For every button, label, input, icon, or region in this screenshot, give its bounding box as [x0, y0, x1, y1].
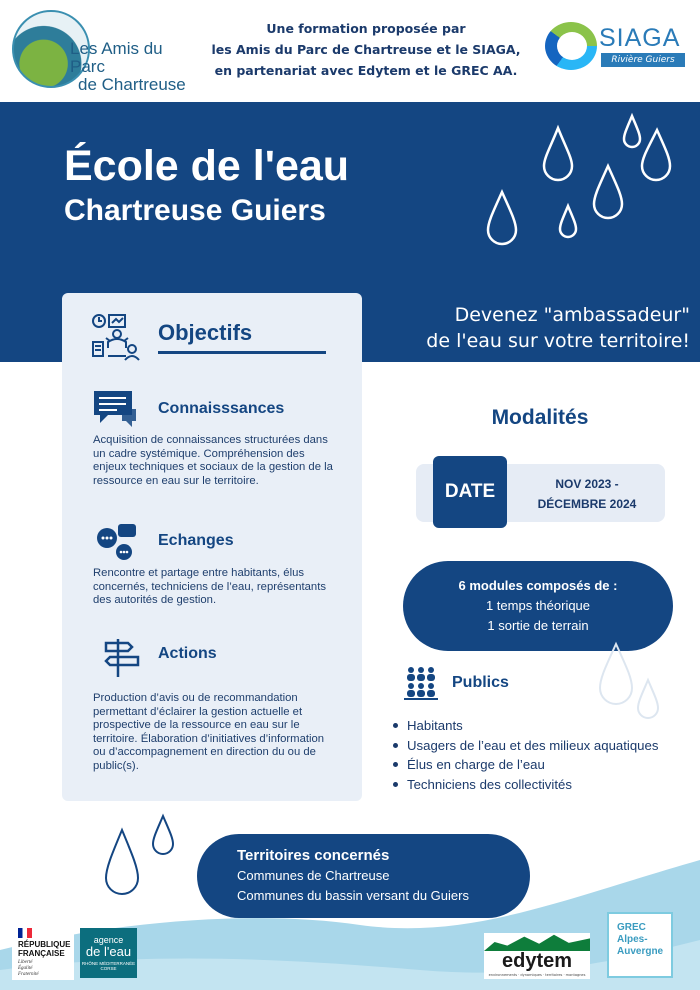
amis-du-parc-logo — [12, 10, 202, 94]
conversation-bubbles-icon — [96, 521, 142, 561]
publics-title: Publics — [452, 674, 509, 691]
echanges-text: Rencontre et partage entre habitants, élus concernés, techniciens de l’eau, représentants des autorités de gestion. — [93, 567, 326, 606]
page-subtitle: Chartreuse Guiers — [64, 194, 326, 227]
connaissances-text: Acquisition de connaissances structurées dans un cadre systémique. Compréhension des enjeux techniques et sociaux de la gestion de la ressource en eau sur le territoire. — [93, 434, 333, 487]
people-group-icon — [403, 665, 439, 701]
signpost-icon — [98, 637, 144, 677]
tagline-line-2: de l'eau sur votre territoire! — [426, 330, 690, 352]
tagline-line-1: Devenez "ambassadeur" — [454, 304, 690, 326]
objectifs-underline — [158, 351, 326, 354]
connaissances-title: Connaisssances — [158, 400, 285, 417]
siaga-logo — [545, 22, 690, 72]
publics-list — [390, 716, 695, 794]
territoire-item: Communes du bassin versant du Guiers — [237, 888, 469, 903]
territoires-title: Territoires concernés — [237, 847, 390, 864]
page-title: École de l'eau — [64, 142, 350, 190]
intro-line: les Amis du Parc de Chartreuse et le SIAGA, — [211, 42, 521, 57]
date-start: NOV 2023 - — [555, 477, 619, 491]
territoires-pill — [197, 834, 530, 918]
echanges-title: Echanges — [158, 532, 234, 549]
amis-du-parc-logo-text — [70, 40, 202, 94]
logo-line-1: Les Amis du Parc — [70, 39, 163, 76]
modules-item: 1 sortie de terrain — [487, 618, 589, 633]
grec-logo — [607, 912, 673, 978]
grec-line: Auvergne — [617, 946, 664, 957]
header — [0, 0, 700, 102]
intro-line: Une formation proposée par — [266, 21, 466, 36]
rf-title: RÉPUBLIQUE FRANÇAISE — [18, 940, 71, 958]
list-item: Techniciens des collectivités — [390, 775, 695, 795]
actions-text: Production d’avis ou de recommandation permettant d’éclairer la gestion actuelle et prospective de la ressource en eau sur le territoire. Élaboration d’initiatives d’information ou d’accompagnement en direction du ou de public(s). — [93, 692, 325, 772]
edytem-name: edytem — [501, 950, 573, 972]
modules-title: 6 modules composés de : — [458, 578, 618, 593]
modules-item: 1 temps théorique — [485, 598, 591, 613]
agence-line-1: agence — [93, 935, 124, 945]
siaga-swirl-icon — [545, 22, 597, 70]
tagline — [380, 302, 690, 354]
team-goals-icon — [90, 312, 140, 362]
french-flag-icon — [18, 928, 32, 938]
mountain-icon — [484, 933, 590, 951]
small-drops-icon — [100, 812, 190, 912]
chat-document-icon — [92, 389, 138, 429]
water-drops-icon — [470, 108, 690, 258]
agence-de-l-eau-logo — [80, 928, 137, 978]
agence-line-3: RHÔNE MÉDITERRANÉE CORSE — [81, 961, 136, 971]
edytem-subtitle: environnements · dynamiques · territoires · montagnes — [488, 973, 586, 977]
grec-line: Alpes- — [617, 934, 648, 945]
republique-francaise-logo — [12, 924, 74, 980]
logo-line-2: de Chartreuse — [78, 75, 186, 94]
date-value — [512, 474, 662, 514]
list-item: Usagers de l’eau et des milieux aquatiques — [390, 736, 695, 756]
agence-line-2: de l'eau — [85, 944, 132, 959]
list-item: Élus en charge de l’eau — [390, 755, 695, 775]
siaga-title: SIAGA — [599, 24, 681, 52]
actions-title: Actions — [158, 645, 217, 662]
territoire-item: Communes de Chartreuse — [237, 868, 390, 883]
grec-line: GREC — [617, 922, 646, 933]
intro-line: en partenariat avec Edytem et le GREC AA. — [214, 63, 518, 78]
siaga-subtitle: Rivière Guiers — [601, 53, 685, 67]
objectifs-title: Objectifs — [158, 320, 253, 345]
intro-text — [205, 18, 527, 81]
rf-motto: Liberté Égalité Fraternité — [18, 960, 39, 977]
date-end: DÉCEMBRE 2024 — [537, 497, 637, 511]
modalites-title: Modalités — [491, 406, 589, 429]
edytem-logo — [484, 933, 590, 979]
list-item: Habitants — [390, 716, 695, 736]
date-label: DATE — [433, 456, 507, 528]
modules-pill — [403, 561, 673, 651]
